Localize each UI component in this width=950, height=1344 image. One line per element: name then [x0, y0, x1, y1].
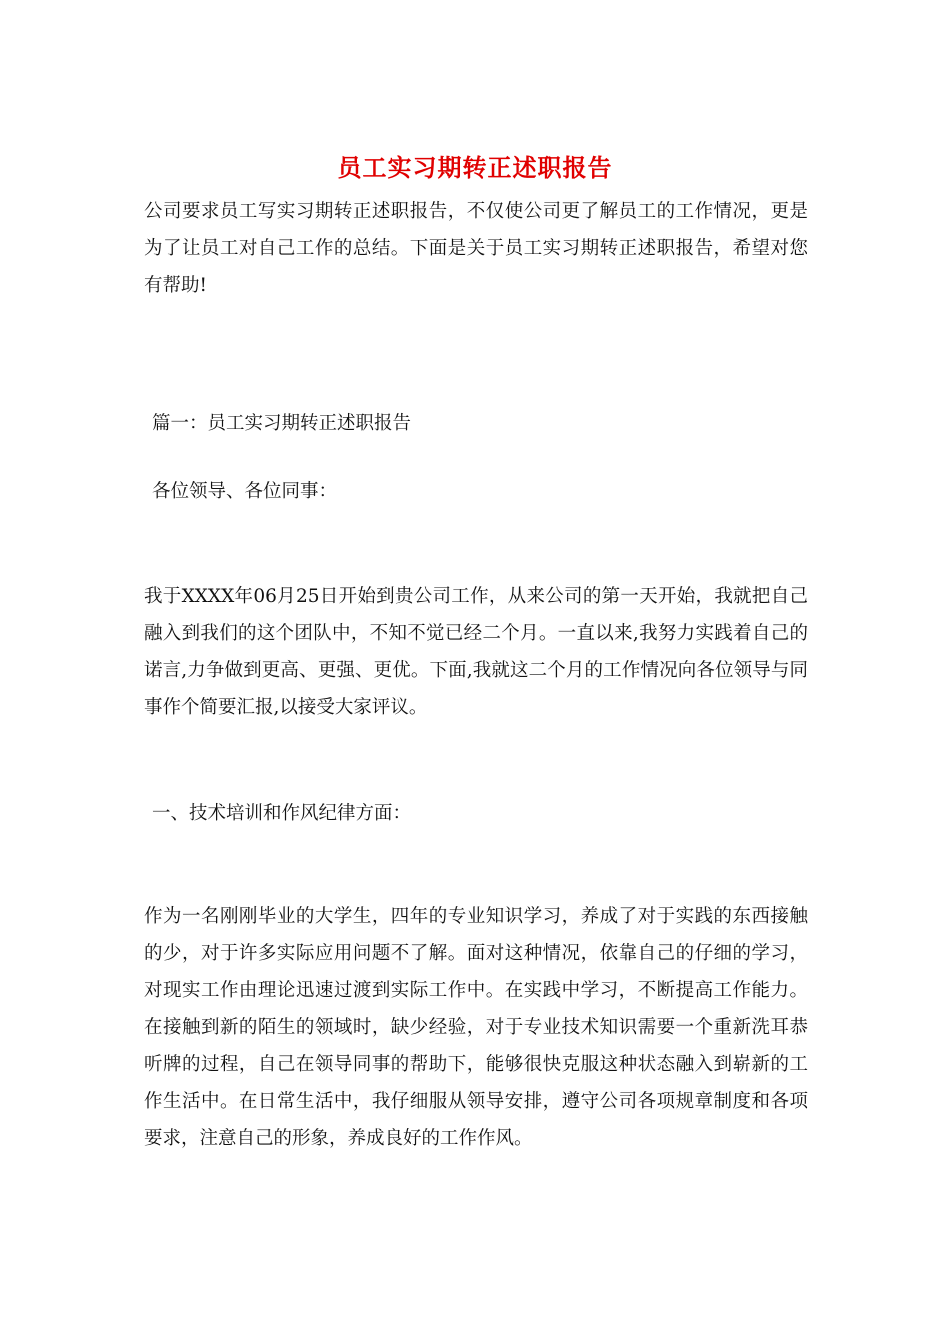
intro-paragraph: 公司要求员工写实习期转正述职报告，不仅使公司更了解员工的工作情况，更是为了让员工对自己工作的总结。下面是关于员工实习期转正述职报告，希望对您有帮助! [144, 201, 808, 296]
piece-heading: 篇一：员工实习期转正述职报告 [152, 413, 412, 434]
body-paragraph-1: 我于XXXX年06月25日开始到贵公司工作，从来公司的第一天开始，我就把自己融入到我们的这个团队中，不知不觉已经二个月。一直以来,我努力实践着自己的诺言,力争做到更高、更强、更优。下面,我就这二个月的工作情况向各位领导与同事作个简要汇报,以接受大家评议。 [144, 586, 808, 718]
greeting-line: 各位领导、各位同事： [152, 481, 338, 502]
document-title: 员工实习期转正述职报告 [337, 153, 613, 182]
section-heading-1: 一、技术培训和作风纪律方面： [152, 803, 412, 824]
body-paragraph-2: 作为一名刚刚毕业的大学生，四年的专业知识学习，养成了对于实践的东西接触的少，对于许多实际应用问题不了解。面对这种情况，依靠自己的仔细的学习，对现实工作由理论迅速过渡到实际工作中。在实践中学习，不断提高工作能力。在接触到新的陌生的领域时，缺少经验，对于专业技术知识需要一个重新洗耳恭听牌的过程，自己在领导同事的帮助下，能够很快克服这种状态融入到崭新的工作生活中。在日常生活中，我仔细服从领导安排，遵守公司各项规章制度和各项要求，注意自己的形象，养成良好的工作作风。 [144, 906, 808, 1149]
